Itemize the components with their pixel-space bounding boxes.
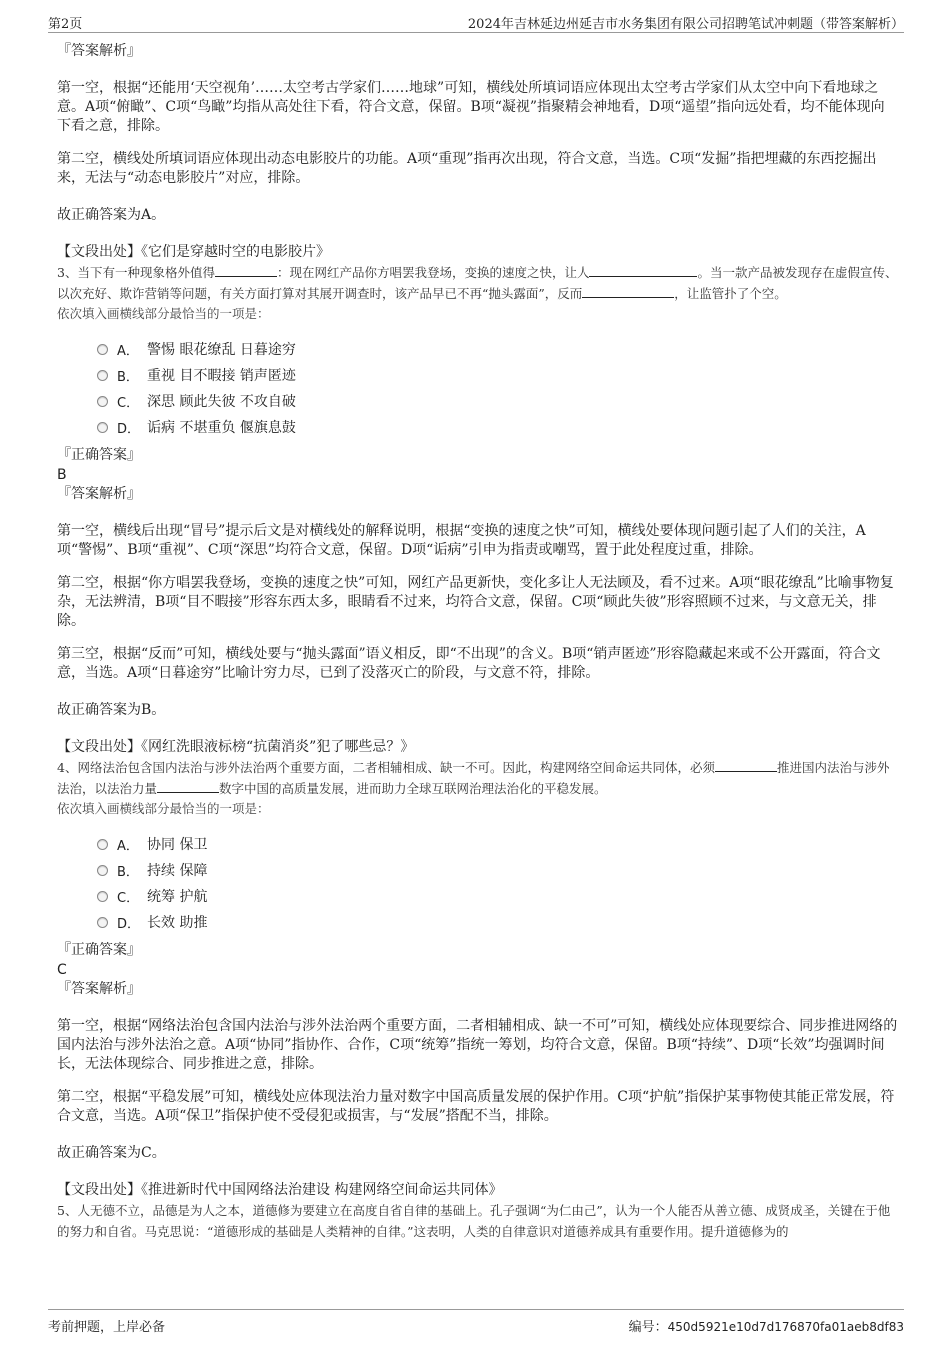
option-d[interactable]: D． 长效 助推 (97, 909, 898, 935)
fill-blank (582, 286, 674, 298)
question-3-stem: 3、当下有一种现象格外值得 ：现在网红产品你方唱罢我登场，变换的速度之快，让人 。当一款产品被发现存在虚假宣传、以次充好、欺诈营销等问题，有关方面打算对其展开调查时，该产品早已不再“抛头露面”，反而 ，让监管扑了个空。 (57, 265, 898, 301)
page-footer (48, 1309, 904, 1338)
radio-icon[interactable] (97, 344, 108, 355)
analysis-paragraph: 第一空，横线后出现“冒号”提示后文是对横线处的解释说明，根据“变换的速度之快”可知，横线处要体现问题引起了人们的关注，A项“警惕”、B项“重视”、C项“深思”均符合文意，保留。D项“诟病”引申为指责或嘲骂，置于此处程度过重，排除。 (57, 523, 866, 558)
option-a[interactable]: A． 协同 保卫 (97, 831, 898, 857)
option-c[interactable]: C． 深思 顾此失彼 不攻自破 (97, 388, 898, 414)
correct-answer-label: 『正确答案』 (57, 942, 141, 958)
radio-icon[interactable] (97, 370, 108, 381)
radio-icon[interactable] (97, 396, 108, 407)
radio-icon[interactable] (97, 422, 108, 433)
correct-answer: C (57, 962, 67, 978)
analysis-paragraph: 第二空，横线处所填词语应体现出动态电影胶片的功能。A项“重现”指再次出现，符合文意，当选。C项“发掘”指把埋藏的东西挖掘出来，无法与“动态电影胶片”对应，排除。 (57, 151, 877, 186)
option-list (97, 336, 898, 440)
radio-icon[interactable] (97, 917, 108, 928)
answer-conclusion: 故正确答案为B。 (57, 702, 166, 718)
option-b[interactable]: B． 重视 目不暇接 销声匿迹 (97, 362, 898, 388)
radio-icon[interactable] (97, 865, 108, 876)
option-c[interactable]: C． 统筹 护航 (97, 883, 898, 909)
question-4-stem: 4、网络法治包含国内法治与涉外法治两个重要方面，二者相辅相成、缺一不可。因此，构建网络空间命运共同体，必须 推进国内法治与涉外法治，以法治力量 数字中国的高质量发展，进而助力全球互联网治理法治化的平稳发展。 (57, 760, 890, 796)
radio-icon[interactable] (97, 839, 108, 850)
radio-icon[interactable] (97, 891, 108, 902)
fill-blank (215, 265, 277, 277)
page-content (57, 42, 898, 1242)
page-number: 第2页 (48, 17, 83, 32)
fill-blank (157, 781, 219, 793)
page-header (48, 10, 904, 33)
answer-conclusion: 故正确答案为A。 (57, 207, 166, 223)
fill-blank (715, 760, 777, 772)
footer-slogan: 考前押题，上岸必备 (48, 1320, 166, 1335)
option-b[interactable]: B． 持续 保障 (97, 857, 898, 883)
analysis-paragraph: 第二空，根据“你方唱罢我登场，变换的速度之快”可知，网红产品更新快，变化多让人无法顾及，看不过来。A项“眼花缭乱”比喻事物复杂，无法辨清，B项“目不暇接”形容东西太多，眼睛看不过来，均符合文意，保留。C项“顾此失彼”形容照顾不过来，与文意无关，排除。 (57, 575, 894, 629)
analysis-paragraph: 第二空，根据“平稳发展”可知，横线处应体现法治力量对数字中国高质量发展的保护作用。C项“护航”指保护某事物使其能正常发展，符合文意，当选。A项“保卫”指保护使不受侵犯或损害，与“发展”搭配不当，排除。 (57, 1089, 895, 1124)
document-code: 编号：450d5921e10d7d176870fa01aeb8df83 (628, 1320, 904, 1335)
analysis-paragraph: 第一空，根据“网络法治包含国内法治与涉外法治两个重要方面，二者相辅相成、缺一不可”可知，横线处应体现要综合、同步推进网络的国内法治与涉外法治之意。A项“协同”指协作、合作，C项“统筹”指统一筹划，均符合文意，保留。B项“持续”、D项“长效”均强调时间长，无法体现综合、同步推进之意，排除。 (57, 1018, 898, 1072)
fill-blank (589, 265, 697, 277)
option-a[interactable]: A． 警惕 眼花缭乱 日暮途穷 (97, 336, 898, 362)
analysis-label: 『答案解析』 (57, 981, 141, 997)
document-title: 2024年吉林延边州延吉市水务集团有限公司招聘笔试冲刺题（带答案解析） (467, 17, 904, 32)
analysis-paragraph: 第三空，根据“反而”可知，横线处要与“抛头露面”语义相反，即“不出现”的含义。B项“销声匿迹”形容隐藏起来或不公开露面，符合文意，当选。A项“日暮途穷”比喻计穷力尽，已到了没落灭亡的阶段，与文意不符，排除。 (57, 646, 881, 681)
source-citation: 【文段出处】《推进新时代中国网络法治建设 构建网络空间命运共同体》 (57, 1182, 503, 1198)
answer-conclusion: 故正确答案为C。 (57, 1145, 166, 1161)
question-instruction: 依次填入画横线部分最恰当的一项是： (57, 306, 270, 321)
question-instruction: 依次填入画横线部分最恰当的一项是： (57, 801, 270, 816)
analysis-paragraph: 第一空，根据“还能用‘天空视角’……太空考古学家们……地球”可知，横线处所填词语应体现出太空考古学家们从太空中向下看地球之意。A项“俯瞰”、C项“鸟瞰”均指从高处往下看，符合文意，保留。B项“凝视”指聚精会神地看，D项“遥望”指向远处看，均不能体现向下看之意，排除。 (57, 80, 885, 134)
analysis-label: 『答案解析』 (57, 486, 141, 502)
analysis-label: 『答案解析』 (57, 43, 141, 59)
question-5-stem: 5、人无德不立，品德是为人之本，道德修为要建立在高度自省自律的基础上。孔子强调“为仁由己”，认为一个人能否从善立德、成贤成圣，关键在于他的努力和自省。马克思说：“道德形成的基础是人类精神的自律。”这表明，人类的自律意识对道德养成具有重要作用。提升道德修为的 (57, 1203, 891, 1239)
source-citation: 【文段出处】《网红洗眼液标榜“抗菌消炎”犯了哪些忌？》 (57, 739, 415, 755)
option-list (97, 831, 898, 935)
correct-answer-label: 『正确答案』 (57, 447, 141, 463)
option-d[interactable]: D． 诟病 不堪重负 偃旗息鼓 (97, 414, 898, 440)
source-citation: 【文段出处】《它们是穿越时空的电影胶片》 (57, 244, 330, 260)
correct-answer: B (57, 467, 67, 483)
